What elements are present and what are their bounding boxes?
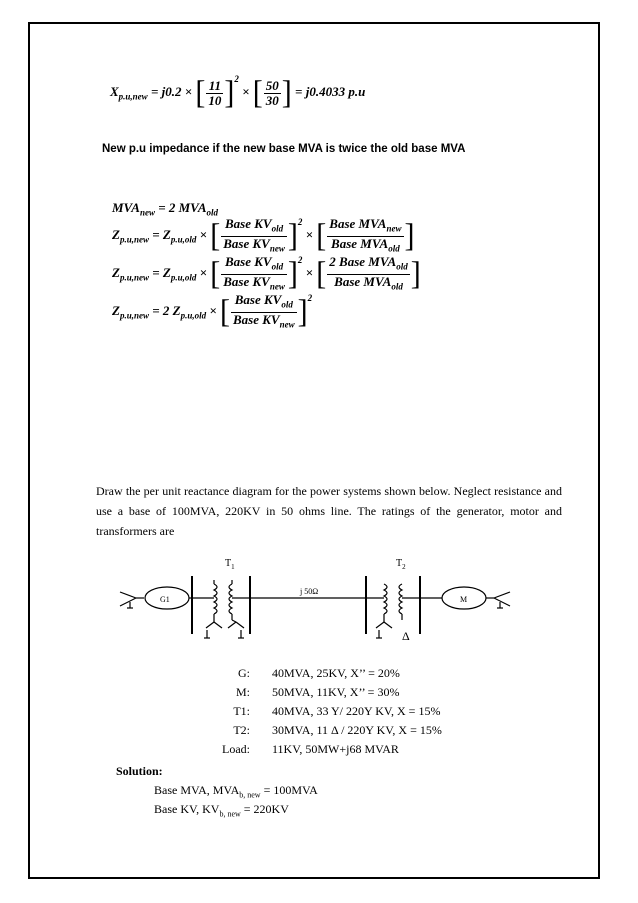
single-line-diagram xyxy=(110,550,530,660)
solution-title: Solution: xyxy=(116,764,163,778)
solution-base-kv: Base KV, $KV_{b, new} = 220KV$ xyxy=(154,802,289,819)
solution-base-mva: Base MVA, $MVA_{b, new} = 100MVA$ xyxy=(154,783,318,800)
t2-primary-coil-icon xyxy=(384,584,387,614)
equation-z-pu-new-3: $Z_{p.u,new} = 2$ $Z_{p.u,old}$ × [ $\frac{Base KV_{old}}{Base KV_{new}}$ ]$^2$ xyxy=(112,292,313,330)
rating-row: M: 50MVA, 11KV, X’’ = 30% xyxy=(235,685,400,699)
rating-row: T2: 30MVA, 11 Δ / 220Y KV, X = 15% xyxy=(233,723,442,737)
problem-statement: Draw the per unit reactance diagram for the power systems shown below. Neglect resistance and use a base of 100MVA, 220KV in 50 ohms line. The ratings of the generator, motor and transformers are xyxy=(96,484,562,538)
t2-secondary-coil-icon xyxy=(399,584,402,614)
motor-label: M xyxy=(460,595,468,604)
t1-primary-ground-icon xyxy=(204,620,222,638)
t1-label: $T_1$ xyxy=(225,558,235,571)
equation-mva-new: $MVA_{new} = 2$ $MVA_{old}$ xyxy=(112,200,219,218)
t1-secondary-coil-icon xyxy=(229,584,232,614)
t2-label: $T_2$ xyxy=(396,558,406,571)
equation-z-pu-new-1: $Z_{p.u,new} = Z_{p.u,old}$ × [ $\frac{Base KV_{old}}{Base KV_{new}}$ ]$^2$ × [ $\frac{Base MVA_{new}}{Base MVA_{old}}$ ] xyxy=(112,216,415,254)
section-heading: New p.u impedance if the new base MVA is twice the old base MVA xyxy=(102,143,466,155)
generator-ground-symbol-icon xyxy=(120,592,144,608)
equation-x-pu-new: $X_{p.u,new} = j0.2$ × [ $\frac{11}{10}$ ]$^2$ × [ $\frac{50}{30}$ ] = j0.4033 p.u xyxy=(110,74,366,111)
generator-label: G1 xyxy=(160,595,170,604)
equation-z-pu-new-2: $Z_{p.u,new} = Z_{p.u,old}$ × [ $\frac{Base KV_{old}}{Base KV_{new}}$ ]$^2$ × [ $\frac{2 Base MVA_{old}}{Base MVA_{old}}$ ] xyxy=(112,254,421,292)
ratings-list xyxy=(0,664,638,759)
motor-ground-symbol-icon xyxy=(494,592,510,608)
t1-primary-coil-icon xyxy=(214,584,217,614)
t2-primary-ground-icon xyxy=(376,620,392,638)
t2-delta-symbol: Δ xyxy=(402,629,410,643)
t1-secondary-ground-icon xyxy=(228,620,244,638)
rating-row: G: 40MVA, 25KV, X’’ = 20% xyxy=(238,666,400,680)
rating-row: T1: 40MVA, 33 Y/ 220Y KV, X = 15% xyxy=(233,704,441,718)
line-impedance-label: j 50Ω xyxy=(300,587,319,596)
rating-row: Load: 11KV, 50MW+j68 MVAR xyxy=(222,742,399,756)
